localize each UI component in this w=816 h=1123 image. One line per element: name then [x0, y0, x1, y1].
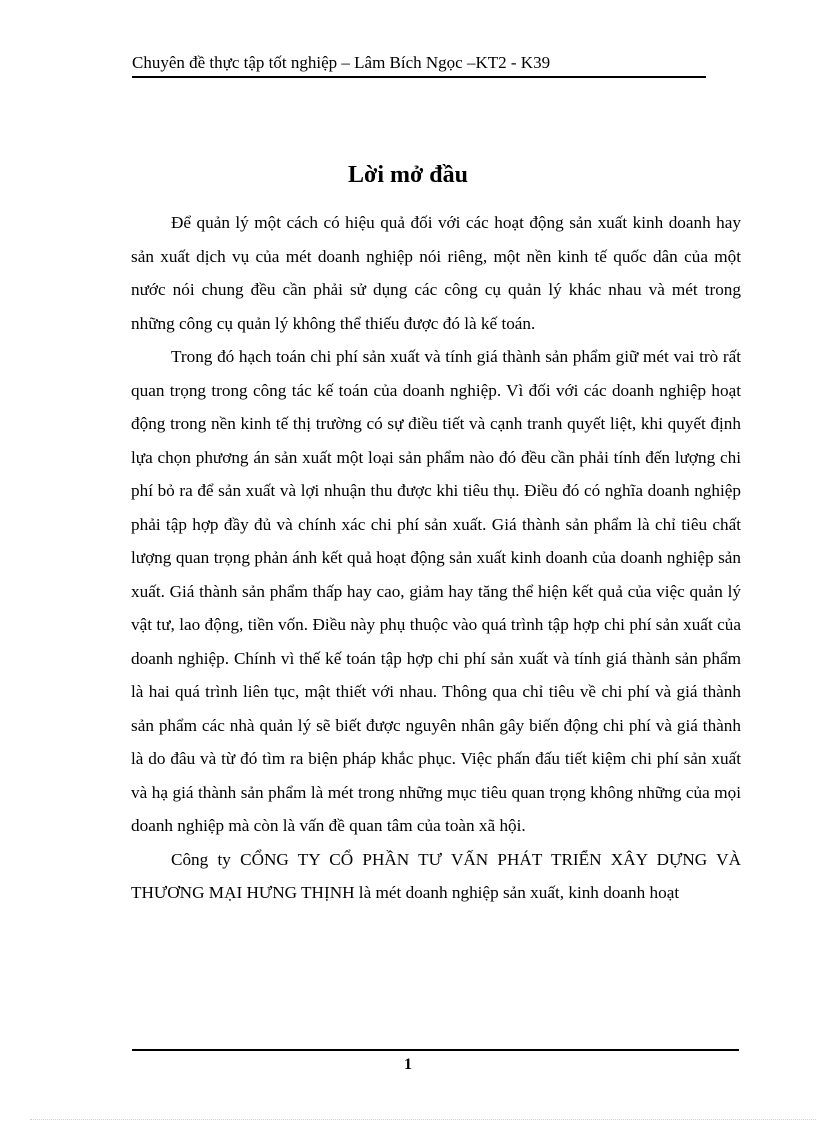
paragraph-3: Công ty CỔNG TY CỔ PHẦN TƯ VẤN PHÁT TRIỂN XÂY DỰNG VÀ THƯƠNG MẠI HƯNG THỊNH là mét doanh nghiệp sản xuất, kinh doanh hoạt: [131, 849, 741, 902]
paragraph-2: Trong đó hạch toán chi phí sản xuất và tính giá thành sản phẩm giữ mét vai trò rất quan trọng trong công tác kế toán của doanh nghiệp. Vì đối với các doanh nghiệp hoạt động trong nền kinh tế thị trường có sự điều tiết và cạnh tranh quyết liệt, khi quyết định lựa chọn phương án sản xuất một loại sản phẩm nào đó đều cần phải tính đến lượng chi phí bỏ ra để sản xuất và lợi nhuận thu được khi tiêu thụ. Điều đó có nghĩa doanh nghiệp phải tập hợp đầy đủ và chính xác chi phí sản xuất. Giá thành sản phẩm là chỉ tiêu chất lượng quan trọng phản ánh kết quả hoạt động sản xuất kinh doanh của doanh nghiệp sản xuất. Giá thành sản phẩm thấp hay cao, giảm hay tăng thể hiện kết quả của việc quản lý vật tư, lao động, tiền vốn. Điều này phụ thuộc vào quá trình tập hợp chi phí sản xuất của doanh nghiệp. Chính vì thế kế toán tập hợp chi phí sản xuất và tính giá thành sản phẩm là hai quá trình liên tục, mật thiết với nhau. Thông qua chỉ tiêu về chi phí và giá thành sản phẩm các nhà quản lý sẽ biết được nguyên nhân gây biến động chi phí và giá thành là do đâu và từ đó tìm ra biện pháp khắc phục. Việc phấn đấu tiết kiệm chi phí sản xuất và hạ giá thành sản phẩm là mét trong những mục tiêu quan trọng không những của mọi doanh nghiệp mà còn là vấn đề quan tâm của toàn xã hội.: [131, 347, 741, 835]
running-title: Chuyên đề thực tập tốt nghiệp – Lâm Bích Ngọc –KT2 - K39: [132, 53, 551, 72]
footer-divider: [132, 1049, 739, 1051]
page-title: Lời mở đầu: [348, 162, 468, 189]
paragraph-1: Để quản lý một cách có hiệu quả đối với các hoạt động sản xuất kinh doanh hay sản xuất dịch vụ của mét doanh nghiệp nói riêng, một nền kinh tế quốc dân của một nước nói chung đều cần phải sử dụng các công cụ quản lý khác nhau và mét trong những công cụ quản lý không thể thiếu được đó là kế toán.: [131, 213, 741, 333]
page-bottom-edge: [30, 1119, 816, 1120]
page-header: [132, 52, 706, 78]
body-text: [131, 206, 741, 910]
page-number: 1: [404, 1056, 412, 1073]
